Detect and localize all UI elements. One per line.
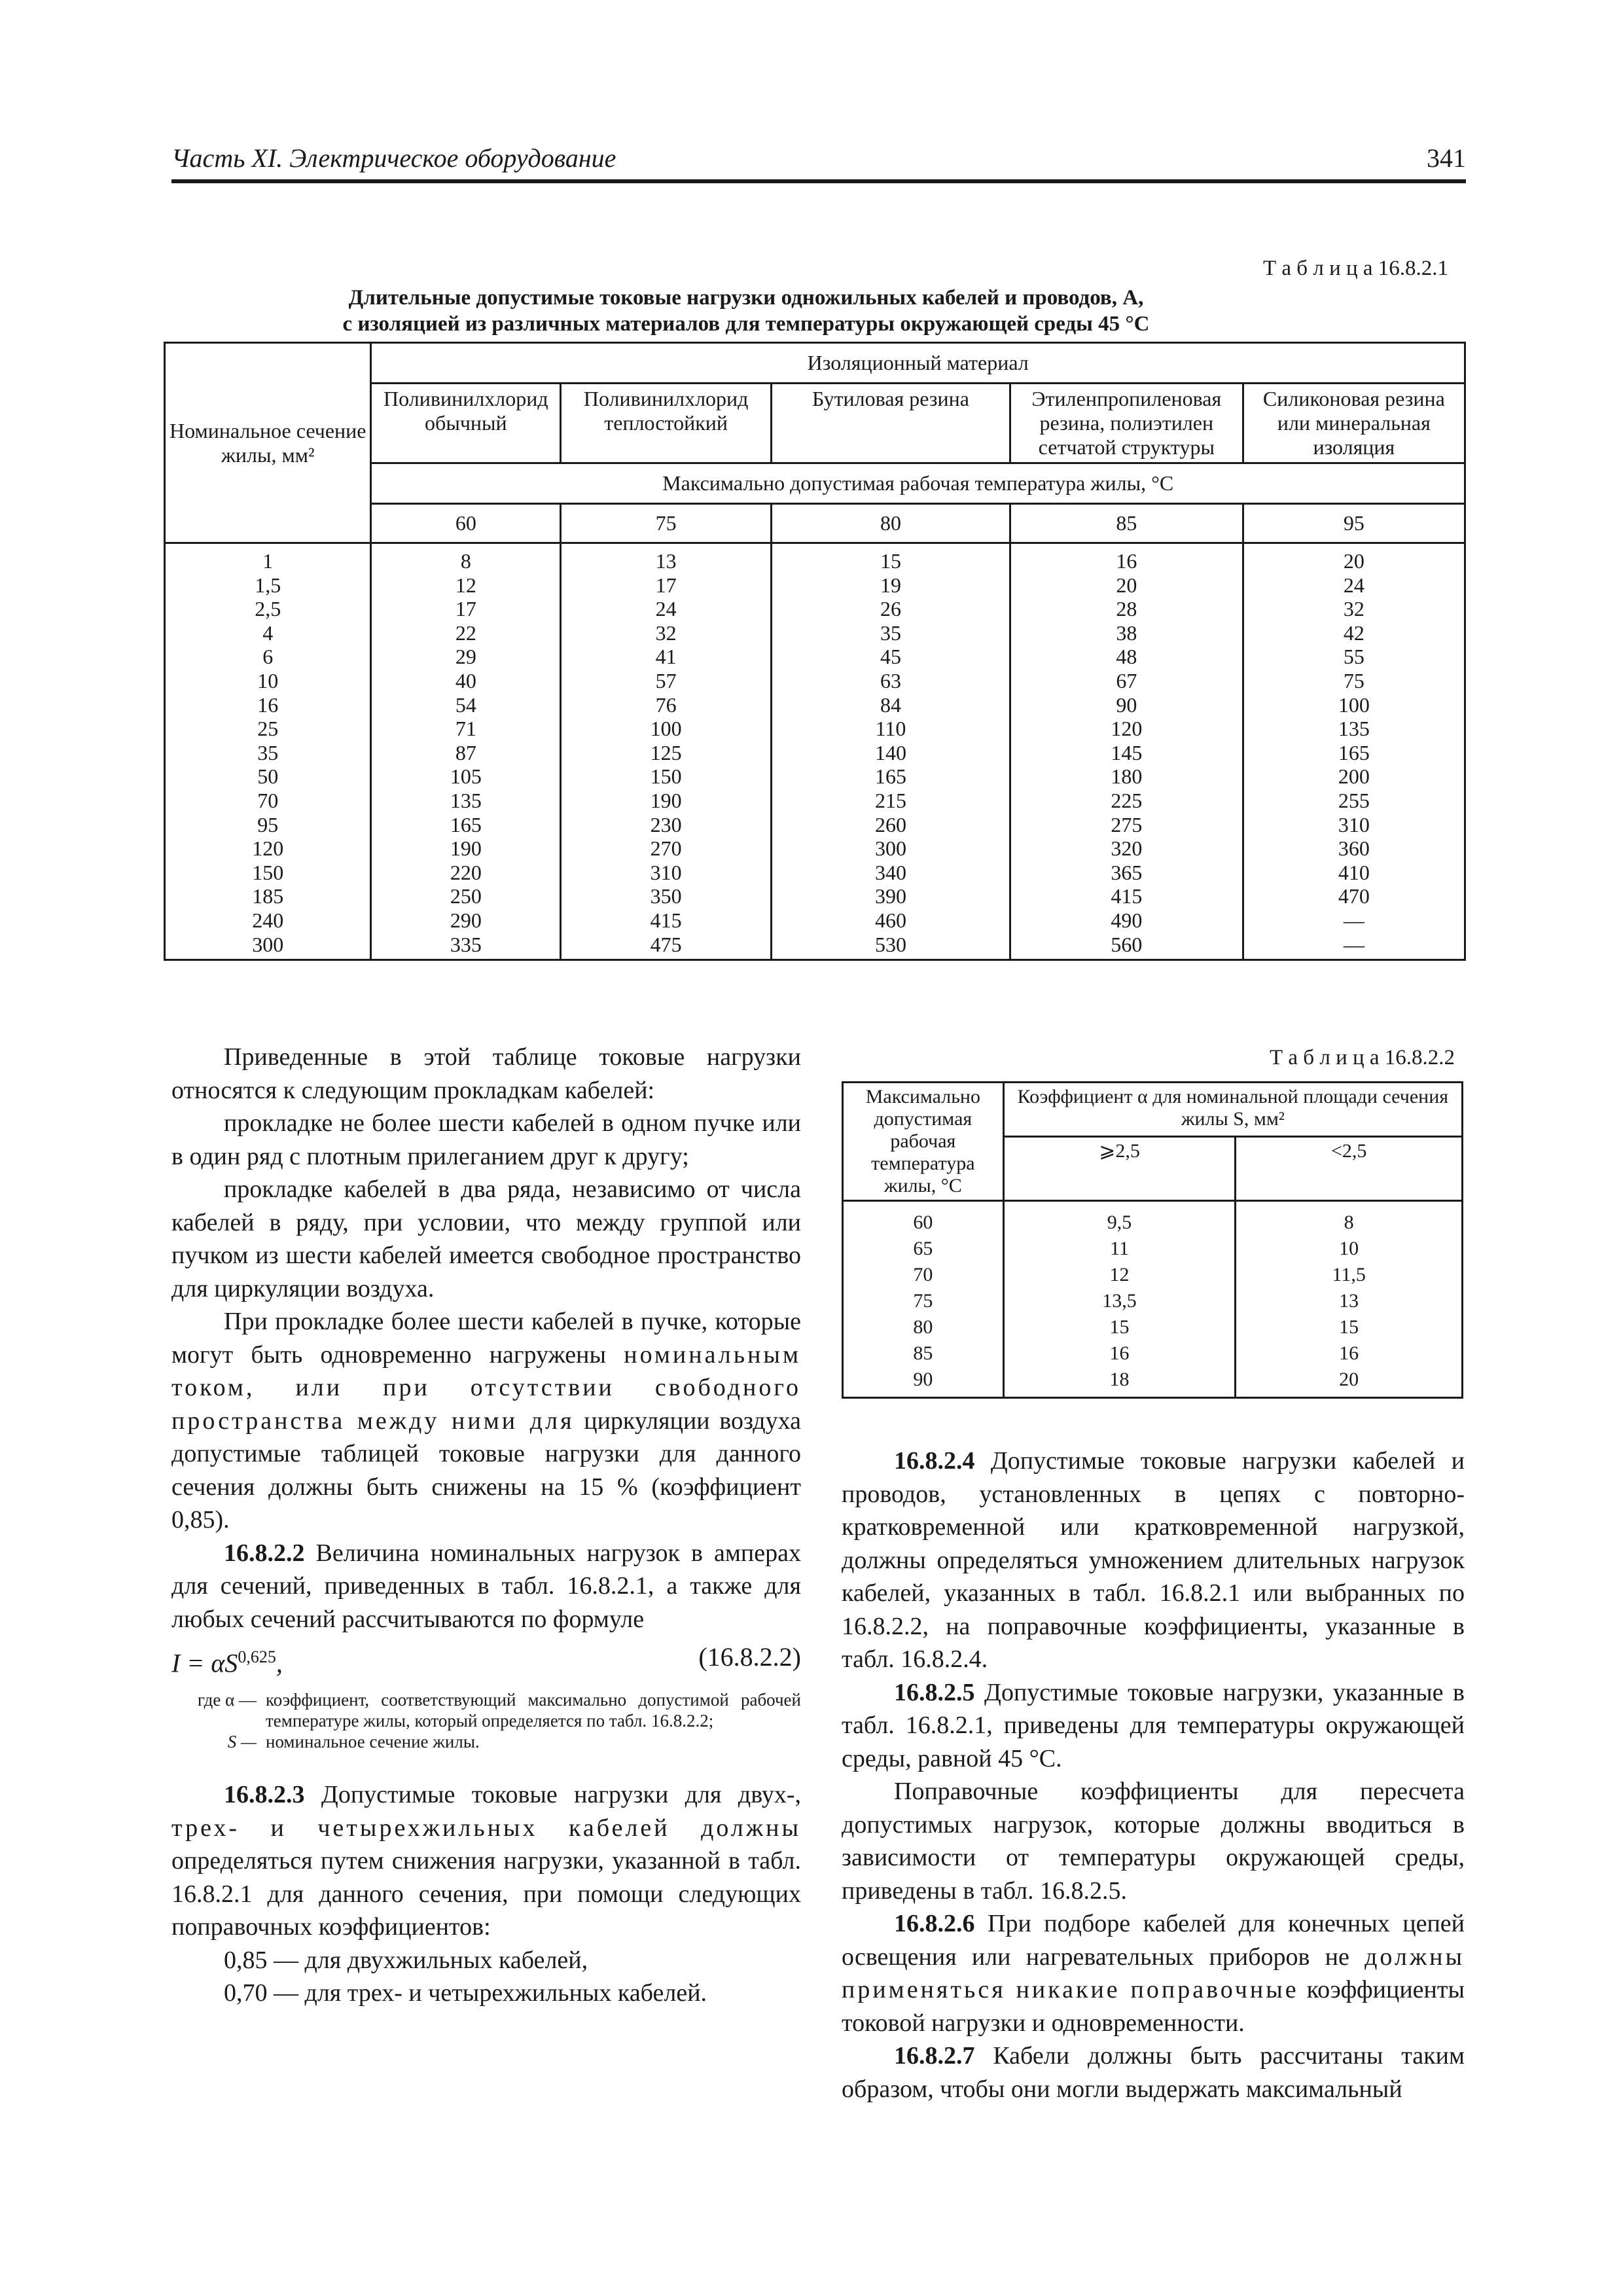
table-cell-value: 145 bbox=[1111, 740, 1143, 764]
table-cell-value: 350 bbox=[650, 884, 682, 908]
table-cell-value: 57 bbox=[655, 668, 677, 692]
spaced-text: должны применяться никакие поправочные bbox=[842, 1943, 1465, 2003]
table-cell-value: 11 bbox=[1110, 1238, 1129, 1259]
formula-exponent: 0,625 bbox=[238, 1647, 276, 1666]
table-cell-value: 16 bbox=[1109, 1342, 1130, 1364]
table1-material: Этиленпропиленовая резина, полиэтилен сетчатой структуры bbox=[1010, 384, 1243, 463]
table-cell-value: 135 bbox=[450, 788, 482, 812]
table2-label: Т а б л и ц а 16.8.2.2 bbox=[1270, 1046, 1455, 1069]
table-cell-value: 415 bbox=[1111, 884, 1143, 908]
clause-number: 16.8.2.2 bbox=[224, 1539, 305, 1567]
table1-temp: 80 bbox=[771, 504, 1010, 543]
table-cell-value: 365 bbox=[1111, 860, 1143, 884]
table-cell-value: 1 bbox=[262, 549, 274, 573]
table-cell-value: 275 bbox=[1111, 812, 1143, 836]
table-cell-value: 140 bbox=[874, 740, 906, 764]
table-cell-value: 165 bbox=[450, 812, 482, 836]
table-cell-value: 32 bbox=[1343, 597, 1364, 621]
table1-values-column bbox=[771, 543, 1010, 960]
table-cell-value: 12 bbox=[455, 573, 476, 597]
table-cell-value: 60 bbox=[913, 1211, 933, 1233]
table-cell-value: 165 bbox=[874, 764, 906, 789]
formula bbox=[171, 1641, 801, 1680]
table-cell-value: 240 bbox=[252, 908, 284, 932]
table1-section-header: Номинальное сечение жилы, мм² bbox=[165, 343, 371, 543]
table-cell-value: 530 bbox=[874, 932, 906, 956]
text: При прокладке более шести кабелей в пучке, которые могут быть одновременно нагружены bbox=[171, 1308, 801, 1369]
text: определяться путем снижения нагрузки, указанной в табл. 16.8.2.1 для данного сечения, при помощи следующих поправочных коэффициентов: bbox=[171, 1847, 801, 1941]
table-cell-value: 230 bbox=[650, 812, 682, 836]
paragraph bbox=[842, 1444, 1465, 1676]
table-cell-value: 95 bbox=[257, 812, 279, 836]
table-cell-value: 65 bbox=[913, 1238, 933, 1259]
legend-text: коэффициент, соответствующий максимально допустимой рабочей температуре жилы, который определяется по табл. 16.8.2.2; bbox=[266, 1690, 801, 1731]
table-cell-value: — bbox=[1343, 932, 1364, 956]
table-cell-value: 16 bbox=[1339, 1342, 1359, 1364]
formula-comma: , bbox=[276, 1648, 283, 1678]
table-cell-value: 20 bbox=[1343, 549, 1364, 573]
paragraph: Поправочные коэффициенты для пересчета допустимых нагрузок, которые должны вводиться в зависимости от температуры окружающей среды, приведены в табл. 16.8.2.5. bbox=[842, 1778, 1465, 1905]
table1 bbox=[164, 342, 1466, 961]
paragraph bbox=[171, 1537, 801, 1636]
table-cell-value: 85 bbox=[913, 1342, 933, 1364]
table-cell-value: 32 bbox=[655, 620, 677, 645]
table-cell-value: 120 bbox=[1111, 717, 1143, 741]
table-cell-value: 55 bbox=[1343, 645, 1364, 669]
table1-material: Силиконовая резина или минеральная изоляция bbox=[1243, 384, 1465, 463]
text: циркуляции воздуха допустимые таблицей токовые нагрузки для данного сечения должны быть снижены на 15 % (коэффициент 0,85). bbox=[171, 1407, 801, 1534]
table-cell-value: 22 bbox=[455, 620, 476, 645]
paragraph: прокладке кабелей в два ряда, независимо от числа кабелей в ряду, при условии, что между группой или пучком из шести кабелей имеется свободное пространство для циркуляции воздуха. bbox=[171, 1175, 801, 1302]
left-column bbox=[171, 1041, 801, 2010]
table1-material: Бутиловая резина bbox=[771, 384, 1010, 463]
table-cell-value: 15 bbox=[880, 549, 901, 573]
table-cell-value: 84 bbox=[880, 692, 901, 717]
paragraph bbox=[171, 1305, 801, 1537]
table-cell-value: 75 bbox=[1343, 668, 1364, 692]
table-cell-value: 13 bbox=[655, 549, 677, 573]
table1-sections-column bbox=[165, 543, 371, 960]
table-cell-value: 220 bbox=[450, 860, 482, 884]
clause-number: 16.8.2.7 bbox=[894, 2042, 975, 2070]
table-cell-value: 18 bbox=[1109, 1369, 1130, 1390]
table-cell-value: 48 bbox=[1116, 645, 1137, 669]
table1-insulation-header: Изоляционный материал bbox=[371, 343, 1465, 384]
table-cell-value: 165 bbox=[1338, 740, 1370, 764]
table1-caption-line1: Длительные допустимые токовые нагрузки одножильных кабелей и проводов, А, bbox=[348, 286, 1144, 310]
table-cell-value: — bbox=[1343, 908, 1364, 932]
table-cell-value: 10 bbox=[257, 668, 279, 692]
spaced-text: трех- и четырехжильных кабелей должны bbox=[171, 1814, 801, 1842]
table-cell-value: 70 bbox=[257, 788, 279, 812]
formula-lhs: I = αS bbox=[171, 1648, 238, 1678]
table1-label: Т а б л и ц а 16.8.2.1 bbox=[1263, 257, 1449, 280]
table-cell-value: 20 bbox=[1339, 1369, 1359, 1390]
table-cell-value: 50 bbox=[257, 764, 279, 789]
table-cell-value: 150 bbox=[252, 860, 284, 884]
table-cell-value: 17 bbox=[655, 573, 677, 597]
table-cell-value: 260 bbox=[874, 812, 906, 836]
text: При подборе кабелей для конечных цепей освещения или нагревательных приборов не bbox=[842, 1910, 1465, 1971]
table-cell-value: 360 bbox=[1338, 836, 1370, 861]
paragraph bbox=[171, 1778, 801, 1944]
table-cell-value: 300 bbox=[252, 932, 284, 956]
legend-symbol: где α — bbox=[197, 1690, 257, 1710]
table-cell-value: 13 bbox=[1339, 1290, 1359, 1312]
header-title: Часть XI. Электрическое оборудование bbox=[171, 143, 616, 173]
table-cell-value: 54 bbox=[455, 692, 476, 717]
table-cell-value: 310 bbox=[1338, 812, 1370, 836]
spaced-text: номинальным током, или при отсутствии свободного пространства между ними для bbox=[171, 1340, 801, 1435]
table1-values-column bbox=[1243, 543, 1465, 960]
text: Кабели должны быть рассчитаны таким образом, чтобы они могли выдержать максимальный bbox=[842, 2042, 1465, 2103]
table-cell-value: 10 bbox=[1339, 1238, 1359, 1259]
table-cell-value: 71 bbox=[455, 717, 476, 741]
table-cell-value: 12 bbox=[1109, 1264, 1130, 1285]
clause-number: 16.8.2.5 bbox=[894, 1678, 975, 1706]
paragraph: 0,85 — для двухжильных кабелей, bbox=[224, 1946, 588, 1974]
table-cell-value: 415 bbox=[650, 908, 682, 932]
table-cell-value: 1,5 bbox=[255, 573, 281, 597]
legend-symbol: S — bbox=[227, 1732, 257, 1751]
table1-values-column bbox=[371, 543, 561, 960]
formula-number: (16.8.2.2) bbox=[698, 1642, 801, 1672]
table-cell-value: 490 bbox=[1111, 908, 1143, 932]
table-cell-value: 310 bbox=[650, 860, 682, 884]
table1-temp: 60 bbox=[371, 504, 561, 543]
table-cell-value: 6 bbox=[262, 645, 274, 669]
table-cell-value: 17 bbox=[455, 597, 476, 621]
table-cell-value: 41 bbox=[655, 645, 677, 669]
table-cell-value: 215 bbox=[874, 788, 906, 812]
formula-expression bbox=[171, 1641, 283, 1680]
legend-row bbox=[171, 1689, 801, 1731]
table-cell-value: 180 bbox=[1111, 764, 1143, 789]
legend-text: номинальное сечение жилы. bbox=[266, 1732, 480, 1751]
table-cell-value: 29 bbox=[455, 645, 476, 669]
table1-material: Поливинилхлорид обычный bbox=[371, 384, 561, 463]
table-cell-value: 87 bbox=[455, 740, 476, 764]
clause-number: 16.8.2.3 bbox=[224, 1781, 305, 1808]
paragraph bbox=[842, 1676, 1465, 1776]
table-cell-value: 4 bbox=[262, 620, 274, 645]
table1-values-column bbox=[561, 543, 772, 960]
table-cell-value: 11,5 bbox=[1332, 1264, 1366, 1285]
table-cell-value: 110 bbox=[875, 717, 906, 741]
table-cell-value: 15 bbox=[1339, 1316, 1359, 1338]
table-cell-value: 335 bbox=[450, 932, 482, 956]
table2-ge-column bbox=[1003, 1201, 1236, 1398]
table-cell-value: 24 bbox=[655, 597, 677, 621]
table-cell-value: 70 bbox=[913, 1264, 933, 1285]
table-cell-value: 13,5 bbox=[1102, 1290, 1137, 1312]
clause-number: 16.8.2.6 bbox=[894, 1910, 975, 1937]
table-cell-value: 19 bbox=[880, 573, 901, 597]
text: Допустимые токовые нагрузки, указанные в табл. 16.8.2.1, приведены для температуры окружающей среды, равной 45 °С. bbox=[842, 1678, 1465, 1772]
table-cell-value: 38 bbox=[1116, 620, 1137, 645]
table-cell-value: 63 bbox=[880, 668, 901, 692]
table-cell-value: 270 bbox=[650, 836, 682, 861]
table-cell-value: 105 bbox=[450, 764, 482, 789]
page-number: 341 bbox=[1427, 143, 1466, 173]
paragraph bbox=[842, 2039, 1465, 2106]
table1-temp-header: Максимально допустимая рабочая температура жилы, °С bbox=[371, 463, 1465, 504]
clause-number: 16.8.2.4 bbox=[894, 1447, 975, 1475]
table-cell-value: 35 bbox=[257, 740, 279, 764]
table-cell-value: 470 bbox=[1338, 884, 1370, 908]
table-cell-value: 460 bbox=[874, 908, 906, 932]
table2-coef-header: Коэффициент α для номинальной площади сечения жилы S, мм² bbox=[1003, 1083, 1462, 1137]
text: Допустимые токовые нагрузки для двух-, bbox=[304, 1781, 801, 1808]
table-cell-value: 410 bbox=[1338, 860, 1370, 884]
table1-material: Поливинилхлорид теплостойкий bbox=[561, 384, 772, 463]
table-cell-value: 26 bbox=[880, 597, 901, 621]
table-cell-value: 560 bbox=[1111, 932, 1143, 956]
table-cell-value: 190 bbox=[650, 788, 682, 812]
table-cell-value: 200 bbox=[1338, 764, 1370, 789]
table-cell-value: 42 bbox=[1343, 620, 1364, 645]
table-cell-value: 340 bbox=[874, 860, 906, 884]
paragraph: Приведенные в этой таблице токовые нагрузки относятся к следующим прокладкам кабелей: bbox=[171, 1043, 801, 1104]
table-cell-value: 125 bbox=[650, 740, 682, 764]
table-cell-value: 250 bbox=[450, 884, 482, 908]
table-cell-value: 255 bbox=[1338, 788, 1370, 812]
table-cell-value: 290 bbox=[450, 908, 482, 932]
table2 bbox=[842, 1081, 1463, 1399]
table-cell-value: 35 bbox=[880, 620, 901, 645]
text: Допустимые токовые нагрузки кабелей и проводов, установленных в цепях с повторно-кратковременной или кратковременной нагрузкой, должны определяться умножением длительных нагрузок кабелей, указанных в табл. 16.8.2.1 или выбранных по 16.8.2.2, на поправочные коэффициенты, указанные в табл. 16.8.2.4. bbox=[842, 1447, 1465, 1673]
table1-temp: 95 bbox=[1243, 504, 1465, 543]
table1-temp: 75 bbox=[561, 504, 772, 543]
table1-temp: 85 bbox=[1010, 504, 1243, 543]
formula-legend bbox=[171, 1689, 801, 1752]
table-cell-value: 67 bbox=[1116, 668, 1137, 692]
table1-values-column bbox=[1010, 543, 1243, 960]
table-cell-value: 100 bbox=[1338, 692, 1370, 717]
legend-row bbox=[171, 1731, 801, 1752]
table-cell-value: 9,5 bbox=[1107, 1211, 1132, 1233]
table-cell-value: 16 bbox=[1116, 549, 1137, 573]
table-cell-value: 8 bbox=[460, 549, 471, 573]
paragraph bbox=[842, 1907, 1465, 2039]
table-cell-value: 300 bbox=[874, 836, 906, 861]
table-cell-value: 135 bbox=[1338, 717, 1370, 741]
table-cell-value: 190 bbox=[450, 836, 482, 861]
table-cell-value: 90 bbox=[913, 1369, 933, 1390]
table-cell-value: 28 bbox=[1116, 597, 1137, 621]
table1-caption bbox=[262, 285, 1230, 337]
table2-col-lt: <2,5 bbox=[1236, 1137, 1463, 1201]
table-cell-value: 120 bbox=[252, 836, 284, 861]
table1-caption-line2: с изоляцией из различных материалов для температуры окружающей среды 45 °С bbox=[342, 312, 1150, 336]
table-cell-value: 80 bbox=[913, 1316, 933, 1338]
table-cell-value: 475 bbox=[650, 932, 682, 956]
table-cell-value: 2,5 bbox=[255, 597, 281, 621]
paragraph: 0,70 — для трех- и четырехжильных кабелей. bbox=[224, 1979, 707, 2007]
text: Величина номинальных нагрузок в амперах для сечений, приведенных в табл. 16.8.2.1, а также для любых сечений рассчитываются по формуле bbox=[171, 1539, 801, 1633]
table2-col-ge: ⩾2,5 bbox=[1003, 1137, 1236, 1201]
right-column bbox=[842, 1444, 1465, 2106]
table-cell-value: 225 bbox=[1111, 788, 1143, 812]
table-cell-value: 16 bbox=[257, 692, 279, 717]
table-cell-value: 320 bbox=[1111, 836, 1143, 861]
text: коэффициенты токовой нагрузки и одновременности. bbox=[842, 1976, 1465, 2037]
table-cell-value: 8 bbox=[1344, 1211, 1354, 1233]
table-cell-value: 100 bbox=[650, 717, 682, 741]
table-cell-value: 15 bbox=[1109, 1316, 1130, 1338]
table-cell-value: 90 bbox=[1116, 692, 1137, 717]
table-cell-value: 45 bbox=[880, 645, 901, 669]
running-header bbox=[171, 143, 1466, 183]
table-cell-value: 25 bbox=[257, 717, 279, 741]
table-cell-value: 20 bbox=[1116, 573, 1137, 597]
table-cell-value: 185 bbox=[252, 884, 284, 908]
table-cell-value: 75 bbox=[913, 1290, 933, 1312]
table-cell-value: 40 bbox=[455, 668, 476, 692]
table-cell-value: 76 bbox=[655, 692, 677, 717]
table-cell-value: 24 bbox=[1343, 573, 1364, 597]
table-cell-value: 390 bbox=[874, 884, 906, 908]
table2-temps-column bbox=[843, 1201, 1004, 1398]
paragraph: прокладке не более шести кабелей в одном пучке или в один ряд с плотным прилеганием друг к другу; bbox=[171, 1109, 801, 1170]
table2-lt-column bbox=[1236, 1201, 1463, 1398]
table-cell-value: 150 bbox=[650, 764, 682, 789]
table2-temp-header: Максимально допустимая рабочая температура жилы, °С bbox=[843, 1083, 1004, 1201]
